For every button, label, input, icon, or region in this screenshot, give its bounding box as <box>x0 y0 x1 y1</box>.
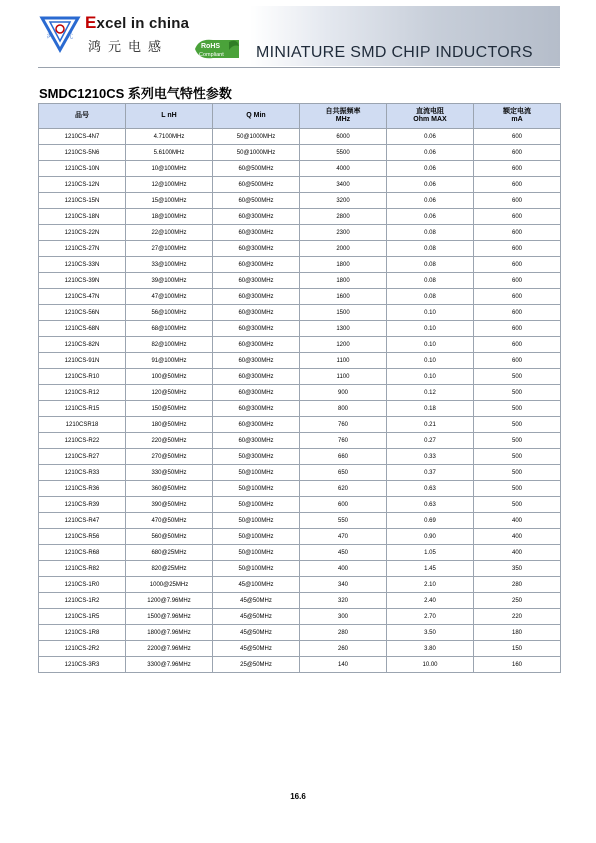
table-row <box>39 513 561 529</box>
spec-table <box>38 103 561 673</box>
table-row <box>39 561 561 577</box>
table-cell: 1210CS-33N <box>39 257 126 273</box>
table-cell: 3.50 <box>387 625 474 641</box>
table-cell: 1210CS-R10 <box>39 369 126 385</box>
table-cell: 60@300MHz <box>213 337 300 353</box>
table-cell: 120@50MHz <box>126 385 213 401</box>
table-cell: 600 <box>300 497 387 513</box>
table-cell: 280 <box>474 577 561 593</box>
column-header <box>474 104 561 129</box>
table-cell: 340 <box>300 577 387 593</box>
table-cell: 470@50MHz <box>126 513 213 529</box>
table-cell: 0.06 <box>387 177 474 193</box>
table-cell: 150@50MHz <box>126 401 213 417</box>
table-cell: 47@100MHz <box>126 289 213 305</box>
table-row <box>39 593 561 609</box>
table-cell: 600 <box>474 193 561 209</box>
table-cell: 1210CS-R47 <box>39 513 126 529</box>
column-header <box>387 104 474 129</box>
column-header-unit: mA <box>511 116 523 123</box>
table-cell: 1200 <box>300 337 387 353</box>
table-cell: 500 <box>474 417 561 433</box>
table-cell: 50@100MHz <box>213 529 300 545</box>
table-cell: 2.40 <box>387 593 474 609</box>
table-cell: 15@100MHz <box>126 193 213 209</box>
table-row <box>39 257 561 273</box>
table-cell: 1200@7.96MHz <box>126 593 213 609</box>
table-row <box>39 225 561 241</box>
table-cell: 150 <box>474 641 561 657</box>
brand-name-cn: 鸿元电感 <box>88 39 169 54</box>
table-cell: 1210CS-R33 <box>39 465 126 481</box>
column-header-label: 自共振频率 <box>325 108 361 115</box>
table-cell: 39@100MHz <box>126 273 213 289</box>
table-cell: 560@50MHz <box>126 529 213 545</box>
table-cell: 45@100MHz <box>213 577 300 593</box>
table-cell: 1100 <box>300 353 387 369</box>
table-cell: 1500 <box>300 305 387 321</box>
table-cell: 3.80 <box>387 641 474 657</box>
table-cell: 60@300MHz <box>213 257 300 273</box>
table-cell: 140 <box>300 657 387 673</box>
table-cell: 300 <box>300 609 387 625</box>
table-cell: 600 <box>474 225 561 241</box>
table-cell: 280 <box>300 625 387 641</box>
table-cell: 660 <box>300 449 387 465</box>
table-cell: 45@50MHz <box>213 641 300 657</box>
table-cell: 0.90 <box>387 529 474 545</box>
table-cell: 2300 <box>300 225 387 241</box>
table-cell: 60@300MHz <box>213 353 300 369</box>
table-row <box>39 401 561 417</box>
table-cell: 2.10 <box>387 577 474 593</box>
table-cell: 3400 <box>300 177 387 193</box>
column-header <box>39 104 126 129</box>
table-cell: 1210CS-18N <box>39 209 126 225</box>
table-cell: 400 <box>474 545 561 561</box>
table-cell: 1210CS-47N <box>39 289 126 305</box>
table-cell: 50@1000MHz <box>213 145 300 161</box>
table-cell: 500 <box>474 385 561 401</box>
table-row <box>39 273 561 289</box>
table-row <box>39 625 561 641</box>
page-number: 16.6 <box>290 792 306 801</box>
column-header-unit: Ohm MAX <box>413 116 447 123</box>
table-cell: 1210CS-1R0 <box>39 577 126 593</box>
table-cell: 1.45 <box>387 561 474 577</box>
table-cell: 0.69 <box>387 513 474 529</box>
table-cell: 50@1000MHz <box>213 129 300 145</box>
table-cell: 100@50MHz <box>126 369 213 385</box>
table-cell: 500 <box>474 465 561 481</box>
table-cell: 250 <box>474 593 561 609</box>
table-cell: 760 <box>300 433 387 449</box>
table-cell: 180 <box>474 625 561 641</box>
rohs-label: RoHS <box>201 43 221 50</box>
table-cell: 1210CS-R82 <box>39 561 126 577</box>
table-cell: 600 <box>474 161 561 177</box>
table-row <box>39 449 561 465</box>
table-cell: 1210CS-R36 <box>39 481 126 497</box>
table-cell: 760 <box>300 417 387 433</box>
table-cell: 330@50MHz <box>126 465 213 481</box>
table-cell: 5500 <box>300 145 387 161</box>
table-cell: 2000 <box>300 241 387 257</box>
table-cell: 1210CS-15N <box>39 193 126 209</box>
table-row <box>39 353 561 369</box>
table-cell: 4000 <box>300 161 387 177</box>
table-cell: 260 <box>300 641 387 657</box>
svg-text:鸿: 鸿 <box>47 33 54 40</box>
table-cell: 10@100MHz <box>126 161 213 177</box>
table-cell: 1210CS-1R5 <box>39 609 126 625</box>
table-cell: 600 <box>474 353 561 369</box>
table-cell: 45@50MHz <box>213 625 300 641</box>
table-cell: 0.37 <box>387 465 474 481</box>
table-cell: 320 <box>300 593 387 609</box>
table-cell: 0.08 <box>387 289 474 305</box>
column-header <box>126 104 213 129</box>
table-row <box>39 193 561 209</box>
table-cell: 4.7100MHz <box>126 129 213 145</box>
table-cell: 0.10 <box>387 353 474 369</box>
table-cell: 6000 <box>300 129 387 145</box>
table-cell: 45@50MHz <box>213 593 300 609</box>
table-cell: 1210CS-12N <box>39 177 126 193</box>
table-cell: 390@50MHz <box>126 497 213 513</box>
table-cell: 470 <box>300 529 387 545</box>
table-cell: 60@500MHz <box>213 161 300 177</box>
table-cell: 60@300MHz <box>213 273 300 289</box>
table-cell: 1210CSR18 <box>39 417 126 433</box>
table-row <box>39 433 561 449</box>
table-cell: 60@300MHz <box>213 305 300 321</box>
table-cell: 91@100MHz <box>126 353 213 369</box>
table-cell: 600 <box>474 257 561 273</box>
table-row <box>39 145 561 161</box>
table-cell: 1210CS-R68 <box>39 545 126 561</box>
table-cell: 1210CS-R56 <box>39 529 126 545</box>
table-cell: 1210CS-3R3 <box>39 657 126 673</box>
table-row <box>39 497 561 513</box>
table-cell: 68@100MHz <box>126 321 213 337</box>
table-cell: 600 <box>474 289 561 305</box>
table-cell: 0.08 <box>387 257 474 273</box>
table-cell: 1210CS-1R2 <box>39 593 126 609</box>
table-cell: 60@500MHz <box>213 193 300 209</box>
table-cell: 60@300MHz <box>213 385 300 401</box>
table-cell: 27@100MHz <box>126 241 213 257</box>
table-cell: 220@50MHz <box>126 433 213 449</box>
table-cell: 0.08 <box>387 241 474 257</box>
page-header <box>0 0 596 72</box>
table-cell: 0.63 <box>387 481 474 497</box>
table-cell: 1210CS-R12 <box>39 385 126 401</box>
table-cell: 500 <box>474 449 561 465</box>
table-cell: 1210CS-4N7 <box>39 129 126 145</box>
table-cell: 600 <box>474 177 561 193</box>
table-cell: 60@300MHz <box>213 209 300 225</box>
table-cell: 25@50MHz <box>213 657 300 673</box>
table-row <box>39 417 561 433</box>
table-cell: 600 <box>474 209 561 225</box>
table-cell: 60@300MHz <box>213 225 300 241</box>
table-cell: 0.27 <box>387 433 474 449</box>
table-cell: 3300@7.96MHz <box>126 657 213 673</box>
table-cell: 2800 <box>300 209 387 225</box>
table-cell: 0.10 <box>387 369 474 385</box>
table-cell: 82@100MHz <box>126 337 213 353</box>
table-cell: 0.33 <box>387 449 474 465</box>
table-cell: 800 <box>300 401 387 417</box>
header-divider <box>38 67 560 68</box>
table-cell: 0.21 <box>387 417 474 433</box>
table-cell: 1800 <box>300 273 387 289</box>
table-cell: 600 <box>474 145 561 161</box>
table-cell: 600 <box>474 305 561 321</box>
brand-name: Excel in china <box>85 13 190 32</box>
table-row <box>39 129 561 145</box>
table-row <box>39 321 561 337</box>
table-body <box>39 129 561 673</box>
table-cell: 60@300MHz <box>213 369 300 385</box>
table-cell: 600 <box>474 321 561 337</box>
table-cell: 1210CS-R22 <box>39 433 126 449</box>
table-row <box>39 465 561 481</box>
table-cell: 1.05 <box>387 545 474 561</box>
table-row <box>39 305 561 321</box>
rohs-compliant-label: Compliant <box>199 52 224 58</box>
table-cell: 500 <box>474 497 561 513</box>
table-cell: 50@300MHz <box>213 449 300 465</box>
table-cell: 60@300MHz <box>213 321 300 337</box>
table-row <box>39 289 561 305</box>
table-cell: 1210CS-1R8 <box>39 625 126 641</box>
table-cell: 1000@25MHz <box>126 577 213 593</box>
rohs-badge <box>193 36 241 62</box>
table-cell: 650 <box>300 465 387 481</box>
table-cell: 50@100MHz <box>213 497 300 513</box>
table-cell: 0.08 <box>387 225 474 241</box>
column-header-label: 额定电流 <box>503 108 531 115</box>
table-cell: 1210CS-68N <box>39 321 126 337</box>
table-row <box>39 385 561 401</box>
table-row <box>39 577 561 593</box>
table-cell: 360@50MHz <box>126 481 213 497</box>
table-row <box>39 209 561 225</box>
table-row <box>39 609 561 625</box>
table-cell: 1210CS-2R2 <box>39 641 126 657</box>
table-cell: 550 <box>300 513 387 529</box>
table-cell: 0.08 <box>387 273 474 289</box>
table-cell: 500 <box>474 369 561 385</box>
table-row <box>39 177 561 193</box>
table-cell: 1600 <box>300 289 387 305</box>
table-cell: 600 <box>474 337 561 353</box>
table-cell: 400 <box>474 513 561 529</box>
table-cell: 0.10 <box>387 305 474 321</box>
table-cell: 0.18 <box>387 401 474 417</box>
table-cell: 56@100MHz <box>126 305 213 321</box>
column-header-label: L nH <box>161 112 177 119</box>
table-row <box>39 481 561 497</box>
table-cell: 3200 <box>300 193 387 209</box>
table-cell: 50@100MHz <box>213 481 300 497</box>
svg-text:元: 元 <box>67 33 74 40</box>
table-cell: 180@50MHz <box>126 417 213 433</box>
table-cell: 60@300MHz <box>213 433 300 449</box>
column-header-unit: MHz <box>335 116 351 123</box>
table-cell: 820@25MHz <box>126 561 213 577</box>
table-cell: 1210CS-5N6 <box>39 145 126 161</box>
table-cell: 900 <box>300 385 387 401</box>
table-cell: 18@100MHz <box>126 209 213 225</box>
table-header-row <box>39 104 561 129</box>
table-cell: 1210CS-R27 <box>39 449 126 465</box>
table-cell: 0.12 <box>387 385 474 401</box>
table-cell: 1210CS-22N <box>39 225 126 241</box>
table-cell: 22@100MHz <box>126 225 213 241</box>
table-cell: 60@300MHz <box>213 401 300 417</box>
table-cell: 0.06 <box>387 209 474 225</box>
column-header <box>300 104 387 129</box>
table-cell: 500 <box>474 433 561 449</box>
table-cell: 2.70 <box>387 609 474 625</box>
column-header-label: Q Min <box>246 112 266 119</box>
table-row <box>39 241 561 257</box>
table-cell: 1210CS-R15 <box>39 401 126 417</box>
table-cell: 0.06 <box>387 161 474 177</box>
table-cell: 1800@7.96MHz <box>126 625 213 641</box>
table-cell: 1210CS-10N <box>39 161 126 177</box>
table-cell: 600 <box>474 241 561 257</box>
column-header-label: 直流电阻 <box>416 108 444 115</box>
table-cell: 33@100MHz <box>126 257 213 273</box>
table-cell: 1210CS-39N <box>39 273 126 289</box>
table-row <box>39 369 561 385</box>
table-cell: 0.06 <box>387 145 474 161</box>
table-cell: 50@100MHz <box>213 513 300 529</box>
table-row <box>39 641 561 657</box>
table-cell: 1210CS-91N <box>39 353 126 369</box>
table-cell: 0.10 <box>387 321 474 337</box>
excel-logo-icon <box>38 14 82 54</box>
column-header <box>213 104 300 129</box>
table-cell: 10.00 <box>387 657 474 673</box>
table-cell: 60@500MHz <box>213 177 300 193</box>
table-cell: 600 <box>474 273 561 289</box>
table-row <box>39 161 561 177</box>
banner-title: MINIATURE SMD CHIP INDUCTORS <box>256 44 533 61</box>
table-cell: 45@50MHz <box>213 609 300 625</box>
table-row <box>39 545 561 561</box>
table-cell: 600 <box>474 129 561 145</box>
table-cell: 400 <box>474 529 561 545</box>
section-title: SMDC1210CS 系列电气特性参数 <box>39 86 232 101</box>
table-row <box>39 657 561 673</box>
table-cell: 50@100MHz <box>213 465 300 481</box>
table-cell: 60@300MHz <box>213 289 300 305</box>
table-cell: 620 <box>300 481 387 497</box>
table-cell: 270@50MHz <box>126 449 213 465</box>
table-cell: 1210CS-82N <box>39 337 126 353</box>
table-cell: 500 <box>474 481 561 497</box>
table-cell: 0.06 <box>387 193 474 209</box>
table-row <box>39 337 561 353</box>
table-cell: 450 <box>300 545 387 561</box>
table-cell: 60@300MHz <box>213 417 300 433</box>
table-cell: 0.10 <box>387 337 474 353</box>
table-row <box>39 529 561 545</box>
table-cell: 1210CS-56N <box>39 305 126 321</box>
table-cell: 60@300MHz <box>213 241 300 257</box>
table-cell: 12@100MHz <box>126 177 213 193</box>
table-cell: 1210CS-27N <box>39 241 126 257</box>
table-cell: 1500@7.96MHz <box>126 609 213 625</box>
table-cell: 0.06 <box>387 129 474 145</box>
table-cell: 680@25MHz <box>126 545 213 561</box>
table-cell: 1100 <box>300 369 387 385</box>
table-cell: 50@100MHz <box>213 561 300 577</box>
table-cell: 0.63 <box>387 497 474 513</box>
table-cell: 2200@7.96MHz <box>126 641 213 657</box>
table-cell: 160 <box>474 657 561 673</box>
table-cell: 5.6100MHz <box>126 145 213 161</box>
table-cell: 1800 <box>300 257 387 273</box>
table-cell: 1300 <box>300 321 387 337</box>
table-cell: 500 <box>474 401 561 417</box>
table-cell: 50@100MHz <box>213 545 300 561</box>
table-cell: 220 <box>474 609 561 625</box>
column-header-label: 品号 <box>75 112 89 119</box>
table-cell: 1210CS-R39 <box>39 497 126 513</box>
table-cell: 350 <box>474 561 561 577</box>
table-cell: 400 <box>300 561 387 577</box>
